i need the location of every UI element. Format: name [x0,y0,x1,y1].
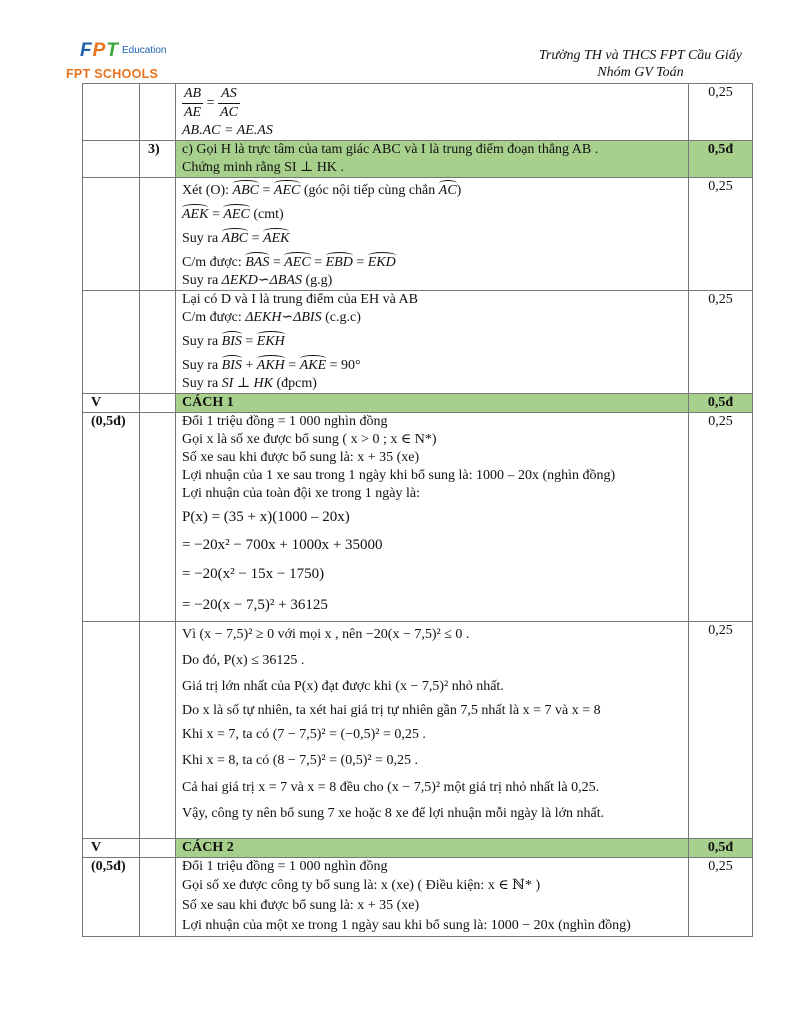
header-group: Nhóm GV Toán [597,65,684,80]
logo-schools-text: FPT SCHOOLS [66,67,159,81]
table-row [83,622,753,839]
fpt-education-logo [66,40,176,84]
section-roman: V [83,394,140,413]
section-roman: V [83,839,140,858]
score-cell: 0,25 [689,858,753,937]
table-row [83,413,753,622]
part-number: 3) [140,141,176,178]
table-row [83,84,753,141]
question-cell: c) Gọi H là trực tâm của tam giác ABC và I là trung điểm đoạn thẳng AB . Chứng minh rằng SI ⊥ HK . [176,141,689,178]
solution-cell: Vì (x − 7,5)² ≥ 0 với mọi x , nên −20(x − 7,5)² ≤ 0 . Do đó, P(x) ≤ 36125 . Giá trị lớn nhất của P(x) đạt được khi (x − 7,5)² nhỏ nhất. Do x là số tự nhiên, ta xét hai giá trị tự nhiên gần 7,5 nhất là x = 7 và x = 8 Khi x = 7, ta có (7 − 7,5)² = (−0,5)² = 0,25 . Khi x = 8, ta có (8 − 7,5)² = (0,5)² = 0,25 . Cả hai giá trị x = 7 và x = 8 đều cho (x − 7,5)² một giá trị nhỏ nhất là 0,25. Vậy, công ty nên bổ sung 7 xe hoặc 8 xe để lợi nhuận mỗi ngày là lớn nhất. [176,622,689,839]
ratio-cell: $\frac{AB}{AE}$ = $\frac{AS}{AC}$ AB.AC = AE.AS [176,84,689,141]
score-cell: 0,25 [689,178,753,291]
table-row [83,141,753,178]
score-cell: 0,5đ [689,141,753,178]
page-header [539,47,742,81]
method-title: CÁCH 2 [176,839,689,858]
solution-cell: Lại có D và I là trung điểm của EH và AB C/m được: ΔEKH∽ΔBIS (c.g.c) Suy ra BIS = EKH Suy ra BIS + AKH = AKE = 90° Suy ra SI ⊥ HK (đpcm) [176,291,689,394]
score-cell: 0,25 [689,291,753,394]
answer-table [82,83,753,937]
solution-cell: Đổi 1 triệu đồng = 1 000 nghìn đồng Gọi số xe được công ty bổ sung là: x (xe) ( Điều kiện: x ∈ ℕ* ) Số xe sau khi được bổ sung là: x + 35 (xe) Lợi nhuận của một xe trong 1 ngày sau khi bổ sung là: 1000 − 20x (nghìn đồng) [176,858,689,937]
header-school: Trường TH và THCS FPT Cầu Giấy [538,48,742,63]
score-cell: 0,5đ [689,839,753,858]
table-row [83,291,753,394]
logo-fpt-mark: FPT [80,40,119,61]
table-row [83,178,753,291]
section-points: (0,5đ) [83,858,140,937]
solution-cell: Đổi 1 triệu đồng = 1 000 nghìn đồng Gọi x là số xe được bổ sung ( x > 0 ; x ∈ N*) Số xe sau khi được bổ sung là: x + 35 (xe) Lợi nhuận của 1 xe sau trong 1 ngày khi bổ sung là: 1000 – 20x (nghìn đồng) Lợi nhuận của toàn đội xe trong 1 ngày là: P(x) = (35 + x)(1000 – 20x) = −20x² − 700x + 1000x + 35000 = −20(x² − 15x − 1750) = −20(x − 7,5)² + 36125 [176,413,689,622]
ratio-product: AB.AC = AE.AS [182,123,273,138]
method-title: CÁCH 1 [176,394,689,413]
score-cell: 0,25 [689,622,753,839]
table-row [83,394,753,413]
table-row [83,858,753,937]
table-row [83,839,753,858]
section-points: (0,5đ) [83,413,140,622]
score-cell: 0,25 [689,413,753,622]
solution-cell: Xét (O): ABC = AEC (góc nội tiếp cùng chắn AC) AEK = AEC (cmt) Suy ra ABC = AEK C/m được: BAS = AEC = EBD = EKD Suy ra ΔEKD∽ΔBAS (g.g) [176,178,689,291]
score-cell: 0,25 [689,84,753,141]
score-cell: 0,5đ [689,394,753,413]
logo-education-text: Education [122,45,167,56]
